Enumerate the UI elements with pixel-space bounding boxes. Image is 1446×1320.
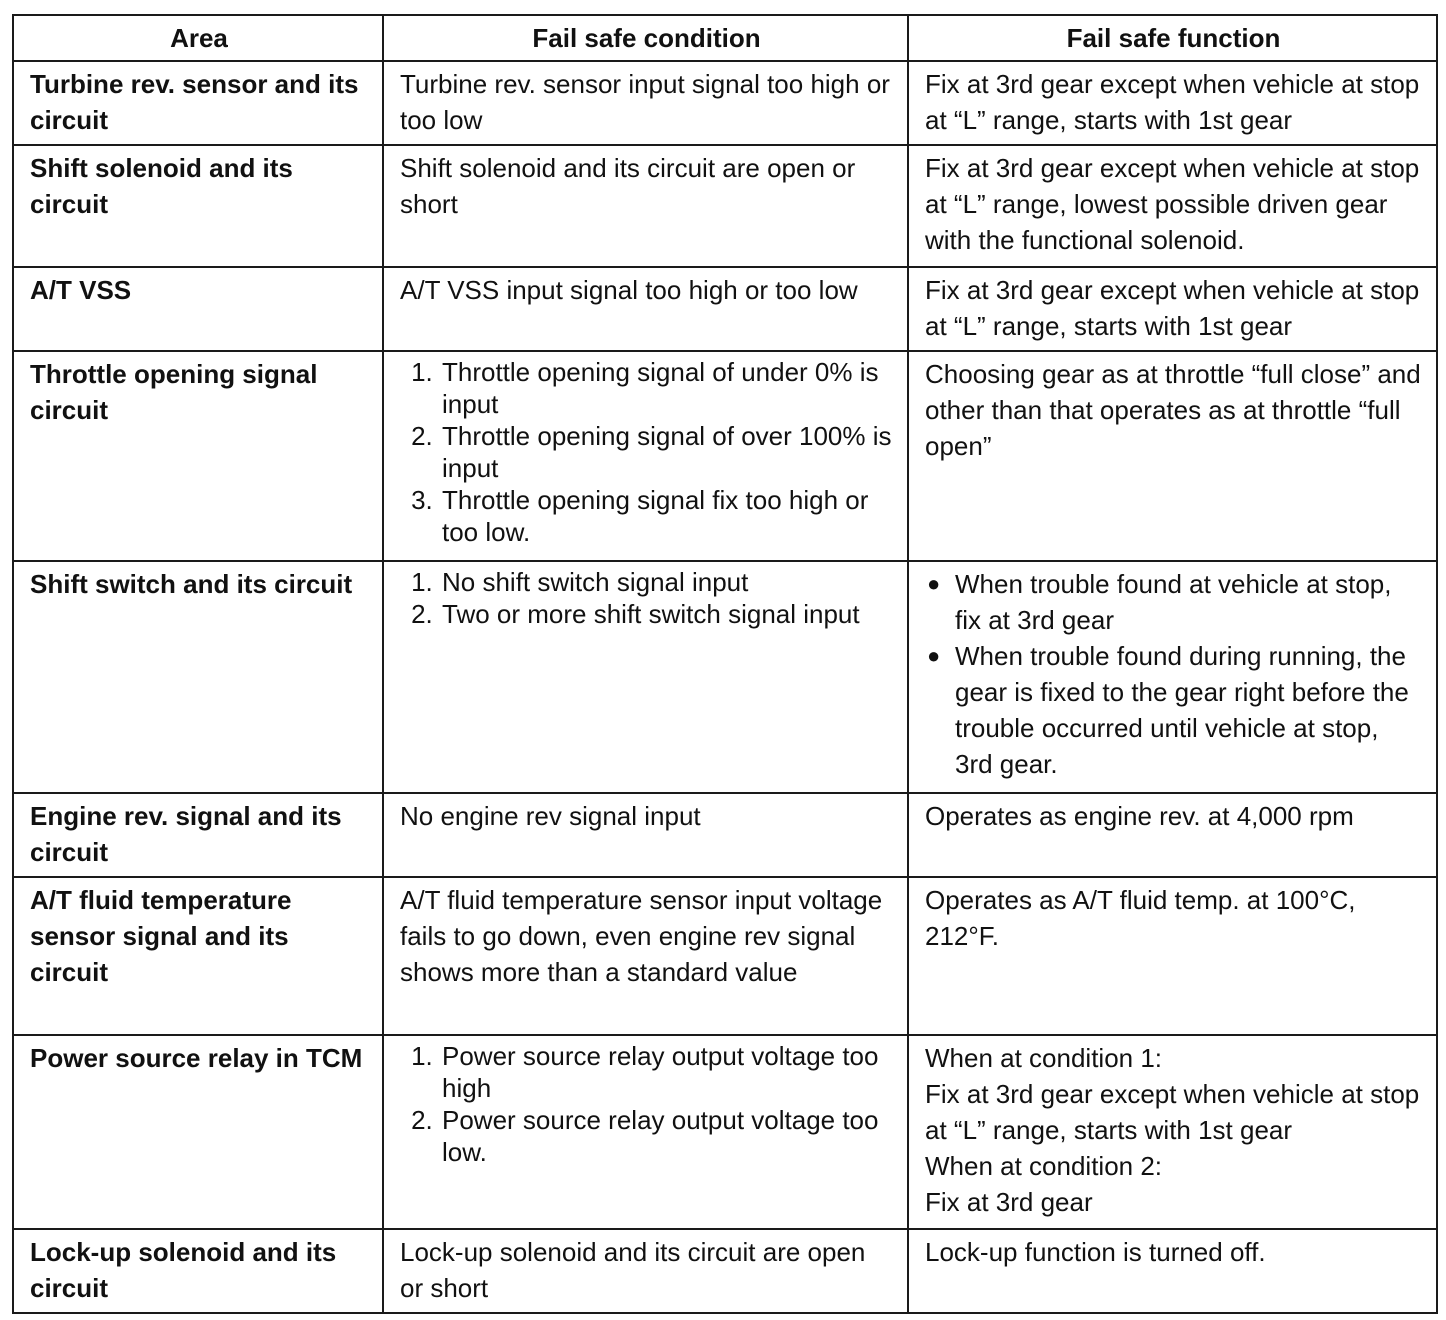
condition-cell: A/T fluid temperature sensor input voltage fails to go down, even engine rev signal shows more than a standard value	[383, 877, 908, 1035]
function-cell: Lock-up function is turned off.	[908, 1229, 1437, 1313]
function-line: Fix at 3rd gear except when vehicle at stop at “L” range, starts with 1st gear	[925, 1079, 1420, 1145]
condition-list	[400, 566, 893, 630]
condition-list	[400, 356, 893, 548]
condition-cell: No engine rev signal input	[383, 793, 908, 877]
condition-cell	[383, 1035, 908, 1229]
table-row	[13, 61, 1437, 145]
function-bullet-list	[925, 566, 1422, 782]
function-line: Fix at 3rd gear	[925, 1187, 1093, 1217]
bullet-icon: ●	[927, 643, 941, 668]
header-fail-safe-function: Fail safe function	[908, 15, 1437, 61]
condition-cell: Turbine rev. sensor input signal too high or too low	[383, 61, 908, 145]
condition-list	[400, 1040, 893, 1168]
function-cell: Choosing gear as at throttle “full close” and other than that operates as at throttle “full open”	[908, 351, 1437, 561]
condition-item: 1. No shift switch signal input	[440, 566, 893, 598]
function-cell: Operates as engine rev. at 4,000 rpm	[908, 793, 1437, 877]
condition-cell: Lock-up solenoid and its circuit are open or short	[383, 1229, 908, 1313]
table-row	[13, 793, 1437, 877]
fail-safe-table	[12, 14, 1438, 1314]
function-bullet-item	[927, 638, 1422, 782]
function-cell	[908, 1035, 1437, 1229]
table-row	[13, 145, 1437, 267]
condition-cell: Shift solenoid and its circuit are open or short	[383, 145, 908, 267]
area-cell: Lock-up solenoid and its circuit	[13, 1229, 383, 1313]
fail-safe-document	[12, 14, 1436, 1314]
condition-item: 2. Power source relay output voltage too low.	[440, 1104, 893, 1168]
function-bullet-item	[927, 566, 1422, 638]
condition-item: 2. Two or more shift switch signal input	[440, 598, 893, 630]
area-cell: Shift solenoid and its circuit	[13, 145, 383, 267]
area-cell: Throttle opening signal circuit	[13, 351, 383, 561]
function-line: When at condition 2:	[925, 1151, 1163, 1181]
area-cell: Shift switch and its circuit	[13, 561, 383, 793]
condition-item: 2. Throttle opening signal of over 100% is input	[440, 420, 893, 484]
area-cell: A/T fluid temperature sensor signal and its circuit	[13, 877, 383, 1035]
function-bullet-text: When trouble found at vehicle at stop, fix at 3rd gear	[955, 569, 1392, 635]
table-header-row	[13, 15, 1437, 61]
table-row	[13, 267, 1437, 351]
area-cell: Power source relay in TCM	[13, 1035, 383, 1229]
condition-cell	[383, 351, 908, 561]
header-fail-safe-condition: Fail safe condition	[383, 15, 908, 61]
condition-item: 1. Throttle opening signal of under 0% is input	[440, 356, 893, 420]
function-cell: Fix at 3rd gear except when vehicle at stop at “L” range, starts with 1st gear	[908, 61, 1437, 145]
condition-cell: A/T VSS input signal too high or too low	[383, 267, 908, 351]
function-line: When at condition 1:	[925, 1043, 1163, 1073]
header-area: Area	[13, 15, 383, 61]
area-cell: Turbine rev. sensor and its circuit	[13, 61, 383, 145]
function-cell: Operates as A/T fluid temp. at 100°C, 212°F.	[908, 877, 1437, 1035]
area-cell: A/T VSS	[13, 267, 383, 351]
function-cell: Fix at 3rd gear except when vehicle at stop at “L” range, lowest possible driven gear with the functional solenoid.	[908, 145, 1437, 267]
table-row	[13, 351, 1437, 561]
bullet-icon: ●	[927, 571, 941, 596]
table-row	[13, 1035, 1437, 1229]
function-cell	[908, 561, 1437, 793]
condition-item: 1. Power source relay output voltage too high	[440, 1040, 893, 1104]
function-cell: Fix at 3rd gear except when vehicle at stop at “L” range, starts with 1st gear	[908, 267, 1437, 351]
area-cell: Engine rev. signal and its circuit	[13, 793, 383, 877]
condition-item: 3. Throttle opening signal fix too high or too low.	[440, 484, 893, 548]
function-bullet-text: When trouble found during running, the gear is fixed to the gear right before the trouble occurred until vehicle at stop, 3rd gear.	[955, 641, 1409, 779]
table-row	[13, 877, 1437, 1035]
condition-cell	[383, 561, 908, 793]
table-row	[13, 561, 1437, 793]
table-row	[13, 1229, 1437, 1313]
